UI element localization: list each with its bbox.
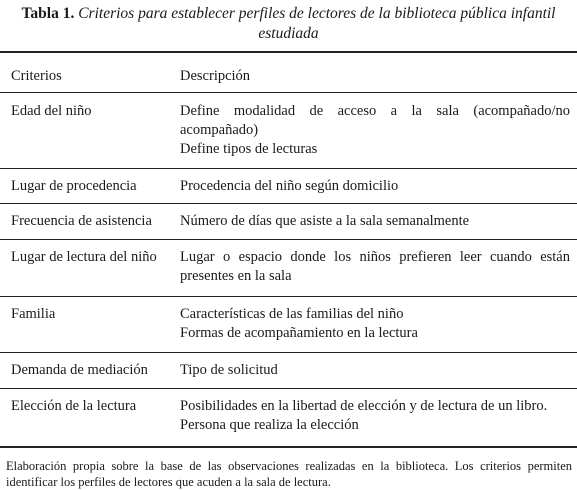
row-criterio: Edad del niño [11,103,92,119]
row-descripcion-line: Procedencia del niño según domicilio [180,178,399,194]
row-descripcion-line: Persona que realiza la elección [180,417,359,433]
header-rule [0,92,577,93]
row-divider [0,239,577,240]
table-caption [0,4,577,44]
row-descripcion-line: Características de las familias del niño [180,306,404,322]
table-footnote: Elaboración propia sobre la base de las observaciones realizadas en la biblioteca. Los criterios permiten identificar los perfiles de lectores que acuden a la sala de lectura. [6,459,572,489]
row-criterio: Frecuencia de asistencia [11,213,152,229]
row-descripcion-line: Lugar o espacio donde los niños prefieren leer cuando están presentes en la sala [180,249,570,284]
row-descripcion-line: Posibilidades en la libertad de elección y de lectura de un libro. [180,398,548,414]
row-descripcion-line: Formas de acompañamiento en la lectura [180,325,418,341]
table-label: Tabla 1. [21,5,75,22]
row-criterio: Elección de la lectura [11,398,137,414]
row-divider [0,296,577,297]
row-criterio: Familia [11,306,56,322]
row-descripcion-line: Define modalidad de acceso a la sala (acompañado/no acompañado) [180,103,570,138]
header-criterios: Criterios [11,68,62,84]
row-divider [0,203,577,204]
row-divider [0,168,577,169]
table-title: Criterios para establecer perfiles de lectores de la biblioteca pública infantil estudiada [78,5,556,42]
row-criterio: Lugar de lectura del niño [11,249,157,265]
row-divider [0,388,577,389]
row-descripcion-line: Define tipos de lecturas [180,141,318,157]
row-descripcion-line: Tipo de solicitud [180,362,278,378]
header-descripcion: Descripción [180,68,251,84]
bottom-rule [0,446,577,448]
row-divider [0,352,577,353]
top-rule [0,51,577,53]
row-criterio: Demanda de mediación [11,362,148,378]
row-criterio: Lugar de procedencia [11,178,137,194]
row-descripcion-line: Número de días que asiste a la sala semanalmente [180,213,470,229]
